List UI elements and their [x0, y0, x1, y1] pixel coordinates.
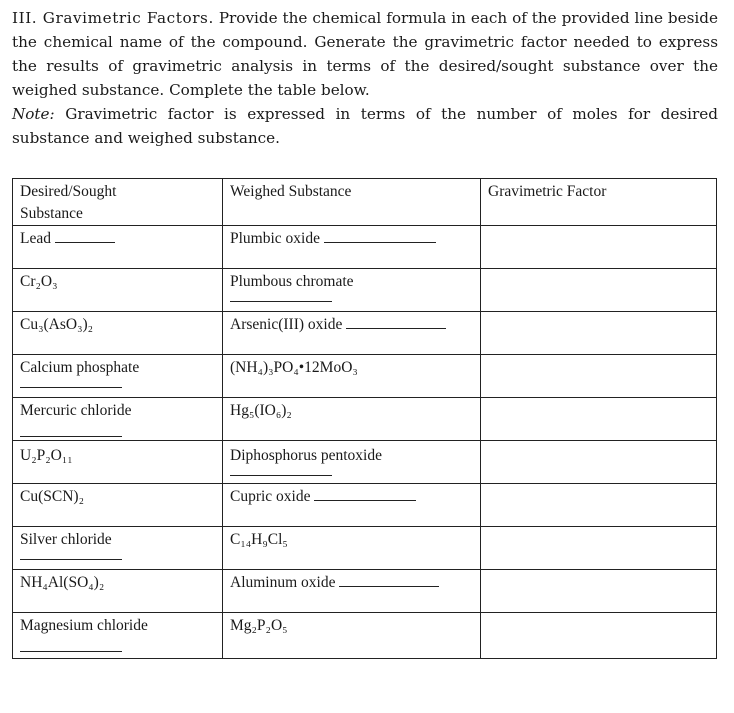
factor-cell[interactable] — [481, 226, 717, 269]
table-row — [13, 613, 717, 659]
factor-cell[interactable] — [481, 613, 717, 659]
header-desired-line2: Substance — [20, 205, 83, 222]
desired-cell — [13, 312, 223, 355]
header-desired-substance — [13, 179, 223, 226]
table-row — [13, 226, 717, 269]
factor-cell[interactable] — [481, 441, 717, 484]
weighed-name: Plumbous chromate — [230, 273, 354, 290]
desired-cell — [13, 398, 223, 441]
answer-blank[interactable] — [339, 572, 439, 587]
factor-cell[interactable] — [481, 269, 717, 312]
note-label: Note: — [12, 105, 55, 123]
weighed-cell — [223, 570, 481, 613]
factor-cell[interactable] — [481, 570, 717, 613]
desired-name: Lead — [20, 230, 51, 247]
factor-cell[interactable] — [481, 484, 717, 527]
header-desired-line1: Desired/Sought — [20, 183, 117, 200]
note-text: Gravimetric factor is expressed in terms of the number of moles for desired substance and weighed substance. — [12, 105, 719, 147]
desired-cell — [13, 355, 223, 398]
instructions — [12, 6, 718, 150]
weighed-cell — [223, 355, 481, 398]
weighed-name: Aluminum oxide — [230, 574, 336, 591]
weighed-formula: Mg₂P₂O₅ — [230, 617, 288, 634]
desired-name: Mercuric chloride — [20, 402, 132, 419]
desired-formula: U₂P₂O₁₁ — [20, 447, 73, 464]
answer-blank[interactable] — [55, 228, 115, 243]
table-header-row — [13, 179, 717, 226]
table-row — [13, 355, 717, 398]
table-row — [13, 484, 717, 527]
answer-blank[interactable] — [20, 649, 122, 652]
weighed-cell — [223, 312, 481, 355]
table-row — [13, 312, 717, 355]
gravimetric-factor-table — [12, 178, 717, 659]
instructions-body: Provide the chemical formula in each of the provided line beside the chemical name of the compound. Generate the gravimetric factor needed to express the results of gravimetric analysis in terms of the desired/sought substance over the weighed substance. Complete the table below. — [12, 9, 718, 99]
factor-cell[interactable] — [481, 398, 717, 441]
answer-blank[interactable] — [346, 314, 446, 329]
desired-cell — [13, 527, 223, 570]
table-row — [13, 527, 717, 570]
weighed-cell — [223, 527, 481, 570]
factor-cell[interactable] — [481, 527, 717, 570]
header-gravimetric-factor: Gravimetric Factor — [481, 179, 717, 226]
desired-formula: Cu₃(AsO₃)₂ — [20, 316, 94, 333]
table-row — [13, 441, 717, 484]
weighed-name: Cupric oxide — [230, 488, 311, 505]
desired-name: Calcium phosphate — [20, 359, 140, 376]
weighed-cell — [223, 484, 481, 527]
answer-blank[interactable] — [324, 228, 436, 243]
answer-blank[interactable] — [20, 557, 122, 560]
weighed-cell — [223, 613, 481, 659]
weighed-formula: (NH₄)₃PO₄•12MoO₃ — [230, 359, 358, 376]
weighed-cell — [223, 398, 481, 441]
desired-cell — [13, 484, 223, 527]
weighed-name: Arsenic(III) oxide — [230, 316, 343, 333]
desired-cell — [13, 441, 223, 484]
desired-formula: Cr₂O₃ — [20, 273, 58, 290]
factor-cell[interactable] — [481, 312, 717, 355]
weighed-name: Plumbic oxide — [230, 230, 320, 247]
desired-cell — [13, 226, 223, 269]
table-row — [13, 398, 717, 441]
weighed-cell — [223, 269, 481, 312]
answer-blank[interactable] — [20, 434, 122, 437]
desired-formula: NH₄Al(SO₄)₂ — [20, 574, 105, 591]
weighed-name: Diphosphorus pentoxide — [230, 447, 382, 464]
weighed-formula: Hg₅(IO₆)₂ — [230, 402, 292, 419]
answer-blank[interactable] — [20, 385, 122, 388]
section-heading: III. Gravimetric Factors. — [12, 9, 214, 27]
desired-cell — [13, 570, 223, 613]
answer-blank[interactable] — [230, 473, 332, 476]
note-paragraph — [12, 102, 718, 150]
table-row — [13, 269, 717, 312]
desired-formula: Cu(SCN)₂ — [20, 488, 84, 505]
desired-name: Silver chloride — [20, 531, 112, 548]
answer-blank[interactable] — [314, 486, 416, 501]
instructions-paragraph — [12, 6, 718, 102]
weighed-cell — [223, 441, 481, 484]
factor-cell[interactable] — [481, 355, 717, 398]
desired-name: Magnesium chloride — [20, 617, 148, 634]
desired-cell — [13, 613, 223, 659]
table-row — [13, 570, 717, 613]
desired-cell — [13, 269, 223, 312]
answer-blank[interactable] — [230, 299, 332, 302]
weighed-cell — [223, 226, 481, 269]
header-weighed-substance: Weighed Substance — [223, 179, 481, 226]
weighed-formula: C₁₄H₉Cl₅ — [230, 531, 288, 548]
